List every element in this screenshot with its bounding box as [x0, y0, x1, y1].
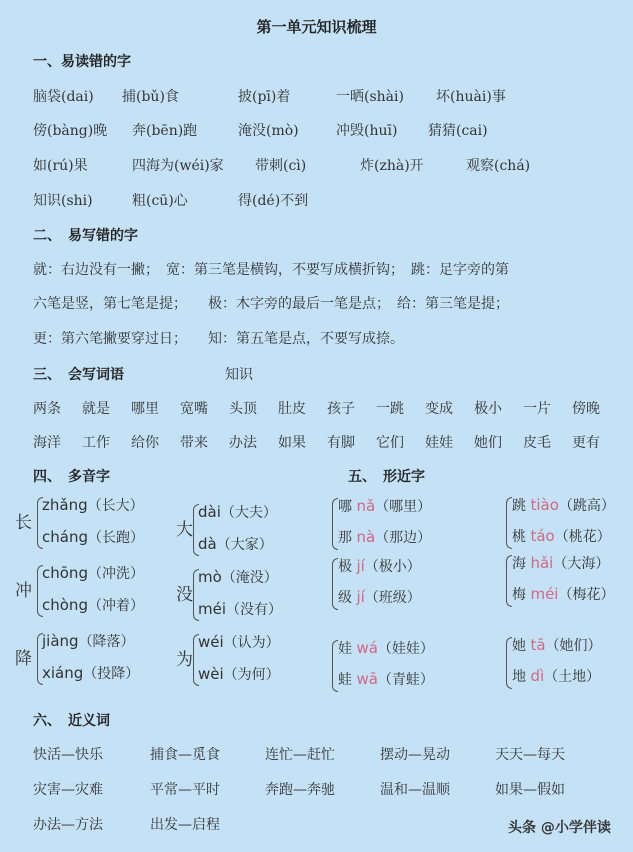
pinyin: dài	[198, 503, 221, 521]
pinyin: jiàng	[42, 632, 79, 650]
similar-char-entry	[338, 527, 431, 548]
misread-word: 坏(huài)事	[436, 89, 506, 105]
pinyin: méi	[198, 600, 227, 618]
synonym-pair: 快活—快乐	[33, 747, 103, 763]
similar-char-entry	[512, 666, 600, 687]
misread-word: 炸(zhà)开	[360, 158, 424, 174]
similar-char-entry	[512, 526, 611, 547]
pinyin: xiáng	[42, 664, 84, 682]
polyphone-reading	[42, 563, 144, 584]
pinyin: táo	[530, 527, 555, 545]
character: 那	[338, 530, 352, 546]
synonym-pair: 如果—假如	[495, 782, 565, 798]
vocab-word: 带来	[180, 435, 208, 451]
polyphone-reading	[198, 632, 280, 653]
polyphone-reading	[198, 502, 277, 523]
polyphone-char: 为	[176, 650, 193, 670]
writing-note-line: 六笔是竖，第七笔是提； 极：木字旁的最后一笔是点； 给：第三笔是提；	[33, 296, 509, 312]
example-word: （长跑）	[87, 530, 144, 546]
polyphone-reading	[42, 631, 135, 652]
synonym-pair: 摆动—晃动	[380, 747, 450, 763]
polyphone-char: 冲	[15, 581, 32, 601]
pinyin: méi	[530, 585, 559, 603]
example-word: （班级）	[364, 590, 421, 606]
watermark: 头条 @小学伴读	[508, 820, 611, 836]
vocab-word: 极小	[474, 401, 502, 417]
example-word: （娃娃）	[377, 641, 434, 657]
pinyin: wèi	[198, 665, 224, 683]
section-1-heading: 一、易读错的字	[33, 54, 131, 70]
polyphone-reading	[42, 595, 144, 616]
example-word: （土地）	[544, 669, 601, 685]
example-word: （大海）	[553, 556, 610, 572]
misread-word: 披(pī)着	[238, 89, 291, 105]
vocab-word: 海洋	[33, 435, 61, 451]
pinyin: tiào	[530, 496, 559, 514]
example-word: （为何）	[223, 667, 280, 683]
vocab-word: 肚皮	[278, 401, 306, 417]
character: 海	[512, 556, 526, 572]
character: 桃	[512, 529, 526, 545]
pinyin: nǎ	[356, 497, 376, 515]
misread-word: 观察(chá)	[466, 158, 531, 174]
section-2-heading: 二、 易写错的字	[33, 228, 138, 244]
vocab-word: 她们	[474, 435, 502, 451]
misread-word: 一晒(shài)	[336, 89, 404, 105]
vocab-word: 两条	[33, 401, 61, 417]
vocab-word: 孩子	[327, 401, 355, 417]
similar-char-entry	[338, 669, 434, 690]
example-word: （青蛙）	[377, 672, 434, 688]
synonym-pair: 天天—每天	[495, 747, 565, 763]
character: 极	[338, 559, 352, 575]
vocab-word: 皮毛	[523, 435, 551, 451]
vocab-word: 办法	[229, 435, 257, 451]
polyphone-char: 长	[15, 513, 32, 533]
character: 梅	[512, 587, 526, 603]
misread-word: 奔(bēn)跑	[132, 123, 198, 139]
character: 哪	[338, 499, 352, 515]
polyphone-char: 大	[176, 520, 193, 540]
example-word: （长大）	[87, 498, 144, 514]
vocab-word: 给你	[131, 435, 159, 451]
pinyin: zhǎng	[42, 496, 88, 514]
example-word: （桃花）	[554, 529, 611, 545]
misread-word: 捕(bǔ)食	[122, 89, 179, 105]
similar-char-entry	[512, 635, 602, 656]
vocab-word: 一跳	[376, 401, 404, 417]
example-word: （认为）	[223, 635, 280, 651]
example-word: （大夫）	[220, 505, 277, 521]
vocab-word: 它们	[376, 435, 404, 451]
vocab-word: 就是	[82, 401, 110, 417]
writing-note-line: 更：第六笔撇要穿过日； 知：第五笔是点，不要写成捺。	[33, 331, 404, 347]
character: 娃	[338, 641, 352, 657]
synonym-pair: 出发—启程	[150, 817, 220, 833]
character: 级	[338, 590, 352, 606]
vocab-word: 傍晚	[572, 401, 600, 417]
polyphone-char: 没	[176, 585, 193, 605]
vocab-word: 头顶	[229, 401, 257, 417]
misread-word: 带刺(cì)	[255, 158, 307, 174]
example-word: （降落）	[78, 634, 135, 650]
vocab-word: 更有	[572, 435, 600, 451]
synonym-pair: 平常—平时	[150, 782, 220, 798]
example-word: （冲洗）	[87, 566, 144, 582]
pinyin: dì	[530, 667, 545, 685]
section-5-heading: 五、 形近字	[348, 469, 425, 485]
polyphone-reading	[42, 663, 139, 684]
similar-char-entry	[338, 556, 421, 577]
pinyin: wéi	[198, 633, 224, 651]
misread-word: 如(rú)果	[33, 158, 88, 174]
pinyin: wā	[356, 670, 378, 688]
polyphone-reading	[198, 567, 278, 588]
character: 地	[512, 669, 526, 685]
pinyin: nà	[356, 528, 376, 546]
example-word: （淹没）	[221, 570, 278, 586]
character: 跳	[512, 498, 526, 514]
synonym-pair: 捕食—觅食	[150, 747, 220, 763]
polyphone-reading	[198, 599, 282, 620]
example-word: （那边）	[375, 530, 432, 546]
polyphone-char: 降	[15, 649, 32, 669]
example-word: （冲着）	[87, 598, 144, 614]
similar-char-entry	[512, 584, 614, 605]
section-4-heading: 四、 多音字	[33, 469, 110, 485]
vocab-word: 工作	[82, 435, 110, 451]
similar-char-entry	[512, 553, 609, 574]
pinyin: hǎi	[530, 554, 554, 572]
section-6-heading: 六、 近义词	[33, 713, 110, 729]
vocab-word: 娃娃	[425, 435, 453, 451]
synonym-pair: 温和—温顺	[380, 782, 450, 798]
example-word: （跳高）	[558, 498, 615, 514]
example-word: （哪里）	[375, 499, 432, 515]
writing-note-line: 就：右边没有一撇； 宽：第三笔是横钩，不要写成横折钩； 跳：足字旁的第	[33, 262, 509, 278]
misread-word: 傍(bàng)晚	[33, 123, 108, 139]
misread-word: 冲毁(huī)	[336, 123, 398, 139]
polyphone-reading	[198, 534, 273, 555]
section-3-note: 知识	[225, 367, 253, 383]
character: 蛙	[338, 672, 352, 688]
misread-word: 脑袋(dai)	[33, 89, 94, 105]
similar-char-entry	[338, 638, 434, 659]
character: 她	[512, 638, 526, 654]
example-word: （极小）	[364, 559, 421, 575]
misread-word: 粗(cū)心	[132, 193, 188, 209]
pinyin: cháng	[42, 528, 88, 546]
page-title: 第一单元知识梳理	[256, 18, 377, 36]
synonym-pair: 奔跑—奔驰	[265, 782, 335, 798]
misread-word: 知识(shi)	[33, 193, 93, 209]
vocab-word: 变成	[425, 401, 453, 417]
polyphone-reading	[42, 527, 144, 548]
similar-char-entry	[338, 587, 421, 608]
polyphone-reading	[198, 664, 280, 685]
similar-char-entry	[512, 495, 615, 516]
misread-word: 得(dé)不到	[238, 193, 309, 209]
vocab-word: 宽嘴	[180, 401, 208, 417]
pinyin: jí	[356, 557, 365, 575]
vocab-word: 一片	[523, 401, 551, 417]
misread-word: 淹没(mò)	[238, 123, 299, 139]
vocab-word: 哪里	[131, 401, 159, 417]
example-word: （她们）	[545, 638, 602, 654]
example-word: （没有）	[226, 602, 283, 618]
pinyin: jí	[356, 588, 365, 606]
pinyin: tā	[530, 636, 546, 654]
polyphone-reading	[42, 495, 144, 516]
misread-word: 猜猜(cai)	[428, 123, 488, 139]
vocab-word: 如果	[278, 435, 306, 451]
synonym-pair: 办法—方法	[33, 817, 103, 833]
example-word: （大家）	[216, 537, 273, 553]
similar-char-entry	[338, 496, 431, 517]
pinyin: chōng	[42, 564, 88, 582]
misread-word: 四海为(wéi)家	[132, 158, 224, 174]
example-word: （梅花）	[558, 587, 615, 603]
synonym-pair: 灾害—灾难	[33, 782, 103, 798]
pinyin: mò	[198, 568, 222, 586]
pinyin: wá	[356, 639, 378, 657]
pinyin: dà	[198, 535, 217, 553]
section-3-heading: 三、 会写词语	[33, 367, 124, 383]
pinyin: chòng	[42, 596, 88, 614]
example-word: （投降）	[83, 666, 140, 682]
synonym-pair: 连忙—赶忙	[265, 747, 335, 763]
vocab-word: 有脚	[327, 435, 355, 451]
